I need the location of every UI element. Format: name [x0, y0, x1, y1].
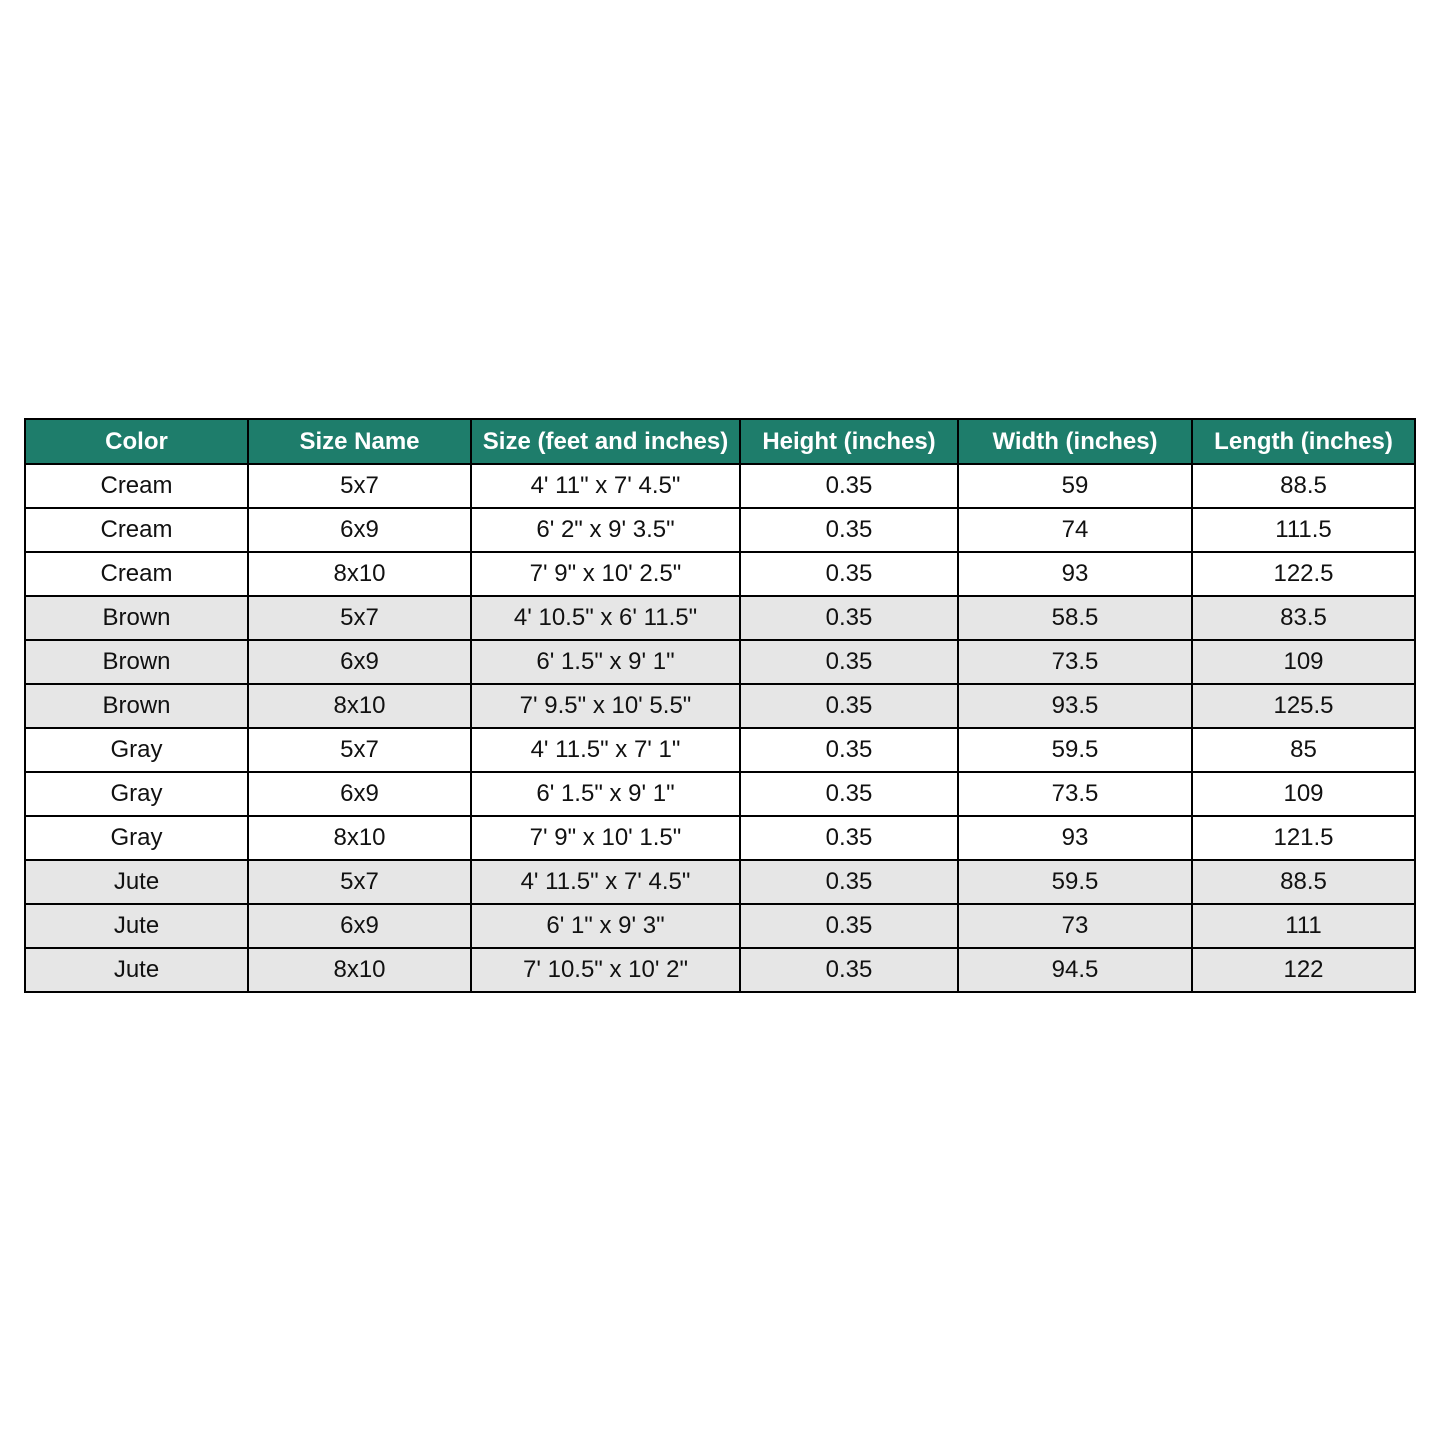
length-header: Length (inches)	[1192, 419, 1415, 464]
color-cell: Gray	[25, 728, 248, 772]
table-row	[25, 640, 1415, 684]
width-cell: 73.5	[958, 772, 1192, 816]
size-feet-inches-cell: 4' 11.5" x 7' 4.5"	[471, 860, 740, 904]
color-cell: Brown	[25, 596, 248, 640]
height-header: Height (inches)	[740, 419, 958, 464]
width-cell: 74	[958, 508, 1192, 552]
length-cell: 83.5	[1192, 596, 1415, 640]
size-name-header: Size Name	[248, 419, 471, 464]
length-cell: 88.5	[1192, 464, 1415, 508]
color-header: Color	[25, 419, 248, 464]
color-cell: Gray	[25, 816, 248, 860]
width-cell: 73	[958, 904, 1192, 948]
size-name-cell: 6x9	[248, 904, 471, 948]
table-body	[25, 464, 1415, 992]
size-name-cell: 5x7	[248, 464, 471, 508]
size-name-cell: 5x7	[248, 728, 471, 772]
width-cell: 58.5	[958, 596, 1192, 640]
width-cell: 59.5	[958, 728, 1192, 772]
size-name-cell: 6x9	[248, 640, 471, 684]
color-cell: Brown	[25, 640, 248, 684]
length-cell: 122.5	[1192, 552, 1415, 596]
color-cell: Brown	[25, 684, 248, 728]
size-feet-inches-cell: 6' 1.5" x 9' 1"	[471, 772, 740, 816]
size-name-cell: 6x9	[248, 772, 471, 816]
length-cell: 88.5	[1192, 860, 1415, 904]
width-cell: 59	[958, 464, 1192, 508]
size-feet-inches-header: Size (feet and inches)	[471, 419, 740, 464]
size-name-cell: 6x9	[248, 508, 471, 552]
height-cell: 0.35	[740, 860, 958, 904]
table-row	[25, 552, 1415, 596]
table-row	[25, 464, 1415, 508]
size-feet-inches-cell: 7' 9.5" x 10' 5.5"	[471, 684, 740, 728]
table-row	[25, 728, 1415, 772]
height-cell: 0.35	[740, 684, 958, 728]
table-row	[25, 772, 1415, 816]
table-row	[25, 684, 1415, 728]
size-feet-inches-cell: 6' 2" x 9' 3.5"	[471, 508, 740, 552]
table-header-row	[25, 419, 1415, 464]
size-feet-inches-cell: 4' 11" x 7' 4.5"	[471, 464, 740, 508]
color-cell: Cream	[25, 464, 248, 508]
size-name-cell: 8x10	[248, 552, 471, 596]
size-table	[24, 418, 1416, 993]
table-row	[25, 948, 1415, 992]
width-cell: 93	[958, 816, 1192, 860]
size-feet-inches-cell: 7' 9" x 10' 1.5"	[471, 816, 740, 860]
height-cell: 0.35	[740, 464, 958, 508]
size-table-container	[24, 418, 1414, 993]
width-cell: 94.5	[958, 948, 1192, 992]
length-cell: 125.5	[1192, 684, 1415, 728]
table-row	[25, 508, 1415, 552]
color-cell: Jute	[25, 860, 248, 904]
size-feet-inches-cell: 7' 10.5" x 10' 2"	[471, 948, 740, 992]
color-cell: Cream	[25, 552, 248, 596]
length-cell: 109	[1192, 772, 1415, 816]
color-cell: Gray	[25, 772, 248, 816]
height-cell: 0.35	[740, 596, 958, 640]
length-cell: 109	[1192, 640, 1415, 684]
table-row	[25, 860, 1415, 904]
size-feet-inches-cell: 7' 9" x 10' 2.5"	[471, 552, 740, 596]
size-name-cell: 8x10	[248, 684, 471, 728]
size-feet-inches-cell: 6' 1.5" x 9' 1"	[471, 640, 740, 684]
height-cell: 0.35	[740, 904, 958, 948]
size-feet-inches-cell: 4' 11.5" x 7' 1"	[471, 728, 740, 772]
width-cell: 93	[958, 552, 1192, 596]
table-row	[25, 596, 1415, 640]
width-cell: 93.5	[958, 684, 1192, 728]
width-cell: 73.5	[958, 640, 1192, 684]
length-cell: 121.5	[1192, 816, 1415, 860]
color-cell: Jute	[25, 948, 248, 992]
length-cell: 85	[1192, 728, 1415, 772]
size-feet-inches-cell: 4' 10.5" x 6' 11.5"	[471, 596, 740, 640]
height-cell: 0.35	[740, 508, 958, 552]
length-cell: 111	[1192, 904, 1415, 948]
height-cell: 0.35	[740, 728, 958, 772]
size-name-cell: 8x10	[248, 816, 471, 860]
size-feet-inches-cell: 6' 1" x 9' 3"	[471, 904, 740, 948]
size-name-cell: 5x7	[248, 596, 471, 640]
table-row	[25, 816, 1415, 860]
height-cell: 0.35	[740, 948, 958, 992]
color-cell: Cream	[25, 508, 248, 552]
height-cell: 0.35	[740, 772, 958, 816]
height-cell: 0.35	[740, 552, 958, 596]
size-name-cell: 8x10	[248, 948, 471, 992]
length-cell: 111.5	[1192, 508, 1415, 552]
height-cell: 0.35	[740, 640, 958, 684]
size-name-cell: 5x7	[248, 860, 471, 904]
color-cell: Jute	[25, 904, 248, 948]
height-cell: 0.35	[740, 816, 958, 860]
length-cell: 122	[1192, 948, 1415, 992]
width-cell: 59.5	[958, 860, 1192, 904]
width-header: Width (inches)	[958, 419, 1192, 464]
table-row	[25, 904, 1415, 948]
